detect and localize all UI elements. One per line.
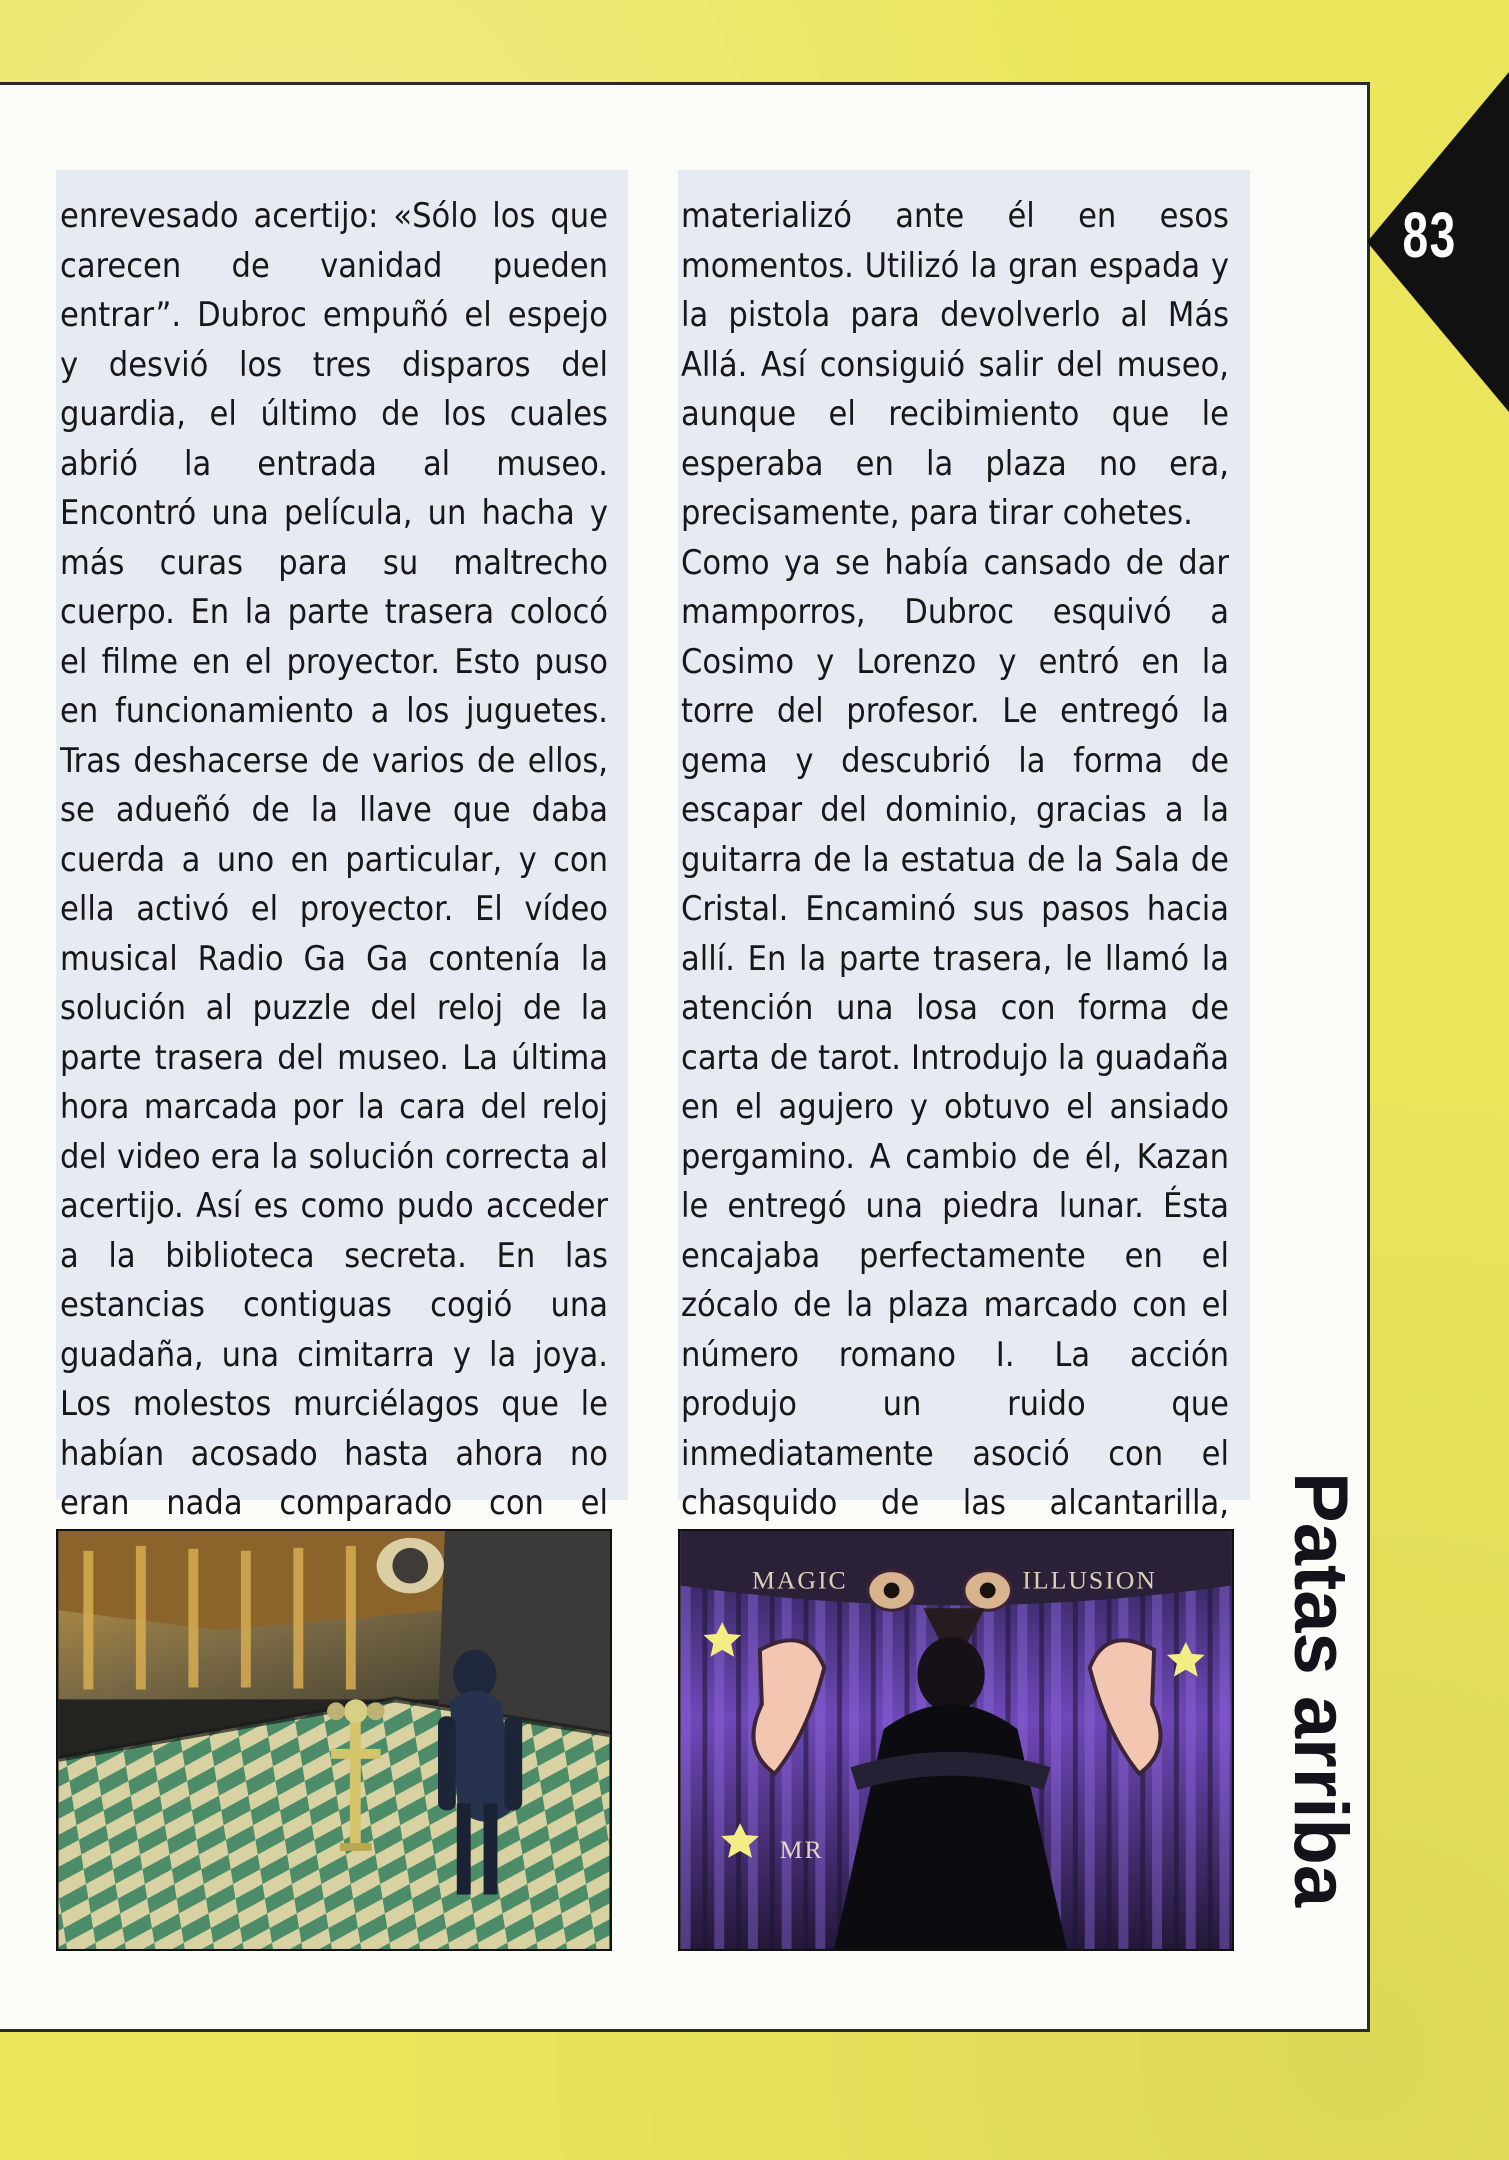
right-text-column (681, 192, 1229, 1578)
right-paragraph-2: Como ya se había cansado de dar mamporros, Dubroc esquivó a Cosimo y Lorenzo y entró en la torre del profesor. Le entregó la gema y descubrió la forma de escapar del dominio, gracias a la guitarra de la estatua de la Sala de Cristal. Encaminó sus pasos hacia allí. En la parte trasera, le llamó la atención una losa con forma de carta de tarot. Introdujo la guadaña en el agujero y obtuvo el ansiado pergamino. A cambio de él, Kazan le entregó una piedra lunar. Ésta encajaba perfectamente en el zócalo de la plaza marcado con el número romano I. La acción produjo un ruido que inmediatamente asoció con el chasquido de las alcantarilla, (681, 542, 1229, 1523)
page-number: 83 (1402, 199, 1457, 271)
right-paragraph-1: materializó ante él en esos momentos. Utilizó la gran espada y la pistola para devolverlo al Más Allá. Así consiguió salir del museo, aunque el recibimiento que le esperaba en la plaza no era, precisamente, para tirar cohetes. (681, 196, 1229, 533)
poster-lettering: MR (779, 1834, 824, 1864)
right-game-screenshot (678, 1529, 1234, 1951)
left-game-screenshot (56, 1529, 612, 1951)
illusion-sign-text: ILLUSION (1022, 1565, 1157, 1595)
section-title: Patas arriba (1278, 1472, 1363, 1908)
left-text-column (60, 192, 608, 1578)
magic-sign-text: MAGIC (751, 1565, 848, 1595)
left-paragraph: enrevesado acertijo: «Sólo los que carecen de vanidad pueden entrar”. Dubroc empuñó el espejo y desvió los tres disparos del guardia, el último de los cuales abrió la entrada al museo. Encontró una película, un hacha y más curas para su maltrecho cuerpo. En la parte trasera colocó el filme en el proyector. Esto puso en funcionamiento a los juguetes. Tras deshacerse de varios de ellos, se adueñó de la llave que daba cuerda a uno en particular, y con ella activó el proyector. El vídeo musical Radio Ga Ga contenía la solución al puzzle del reloj de la parte trasera del museo. La última hora marcada por la cara del reloj del video era la solución correcta al acertijo. Así es como pudo acceder a la biblioteca secreta. En las estancias contiguas cogió una guadaña, una cimitarra y la joya. Los molestos murciélagos que le habían acosado hasta ahora no eran nada comparado con el (60, 196, 608, 1523)
